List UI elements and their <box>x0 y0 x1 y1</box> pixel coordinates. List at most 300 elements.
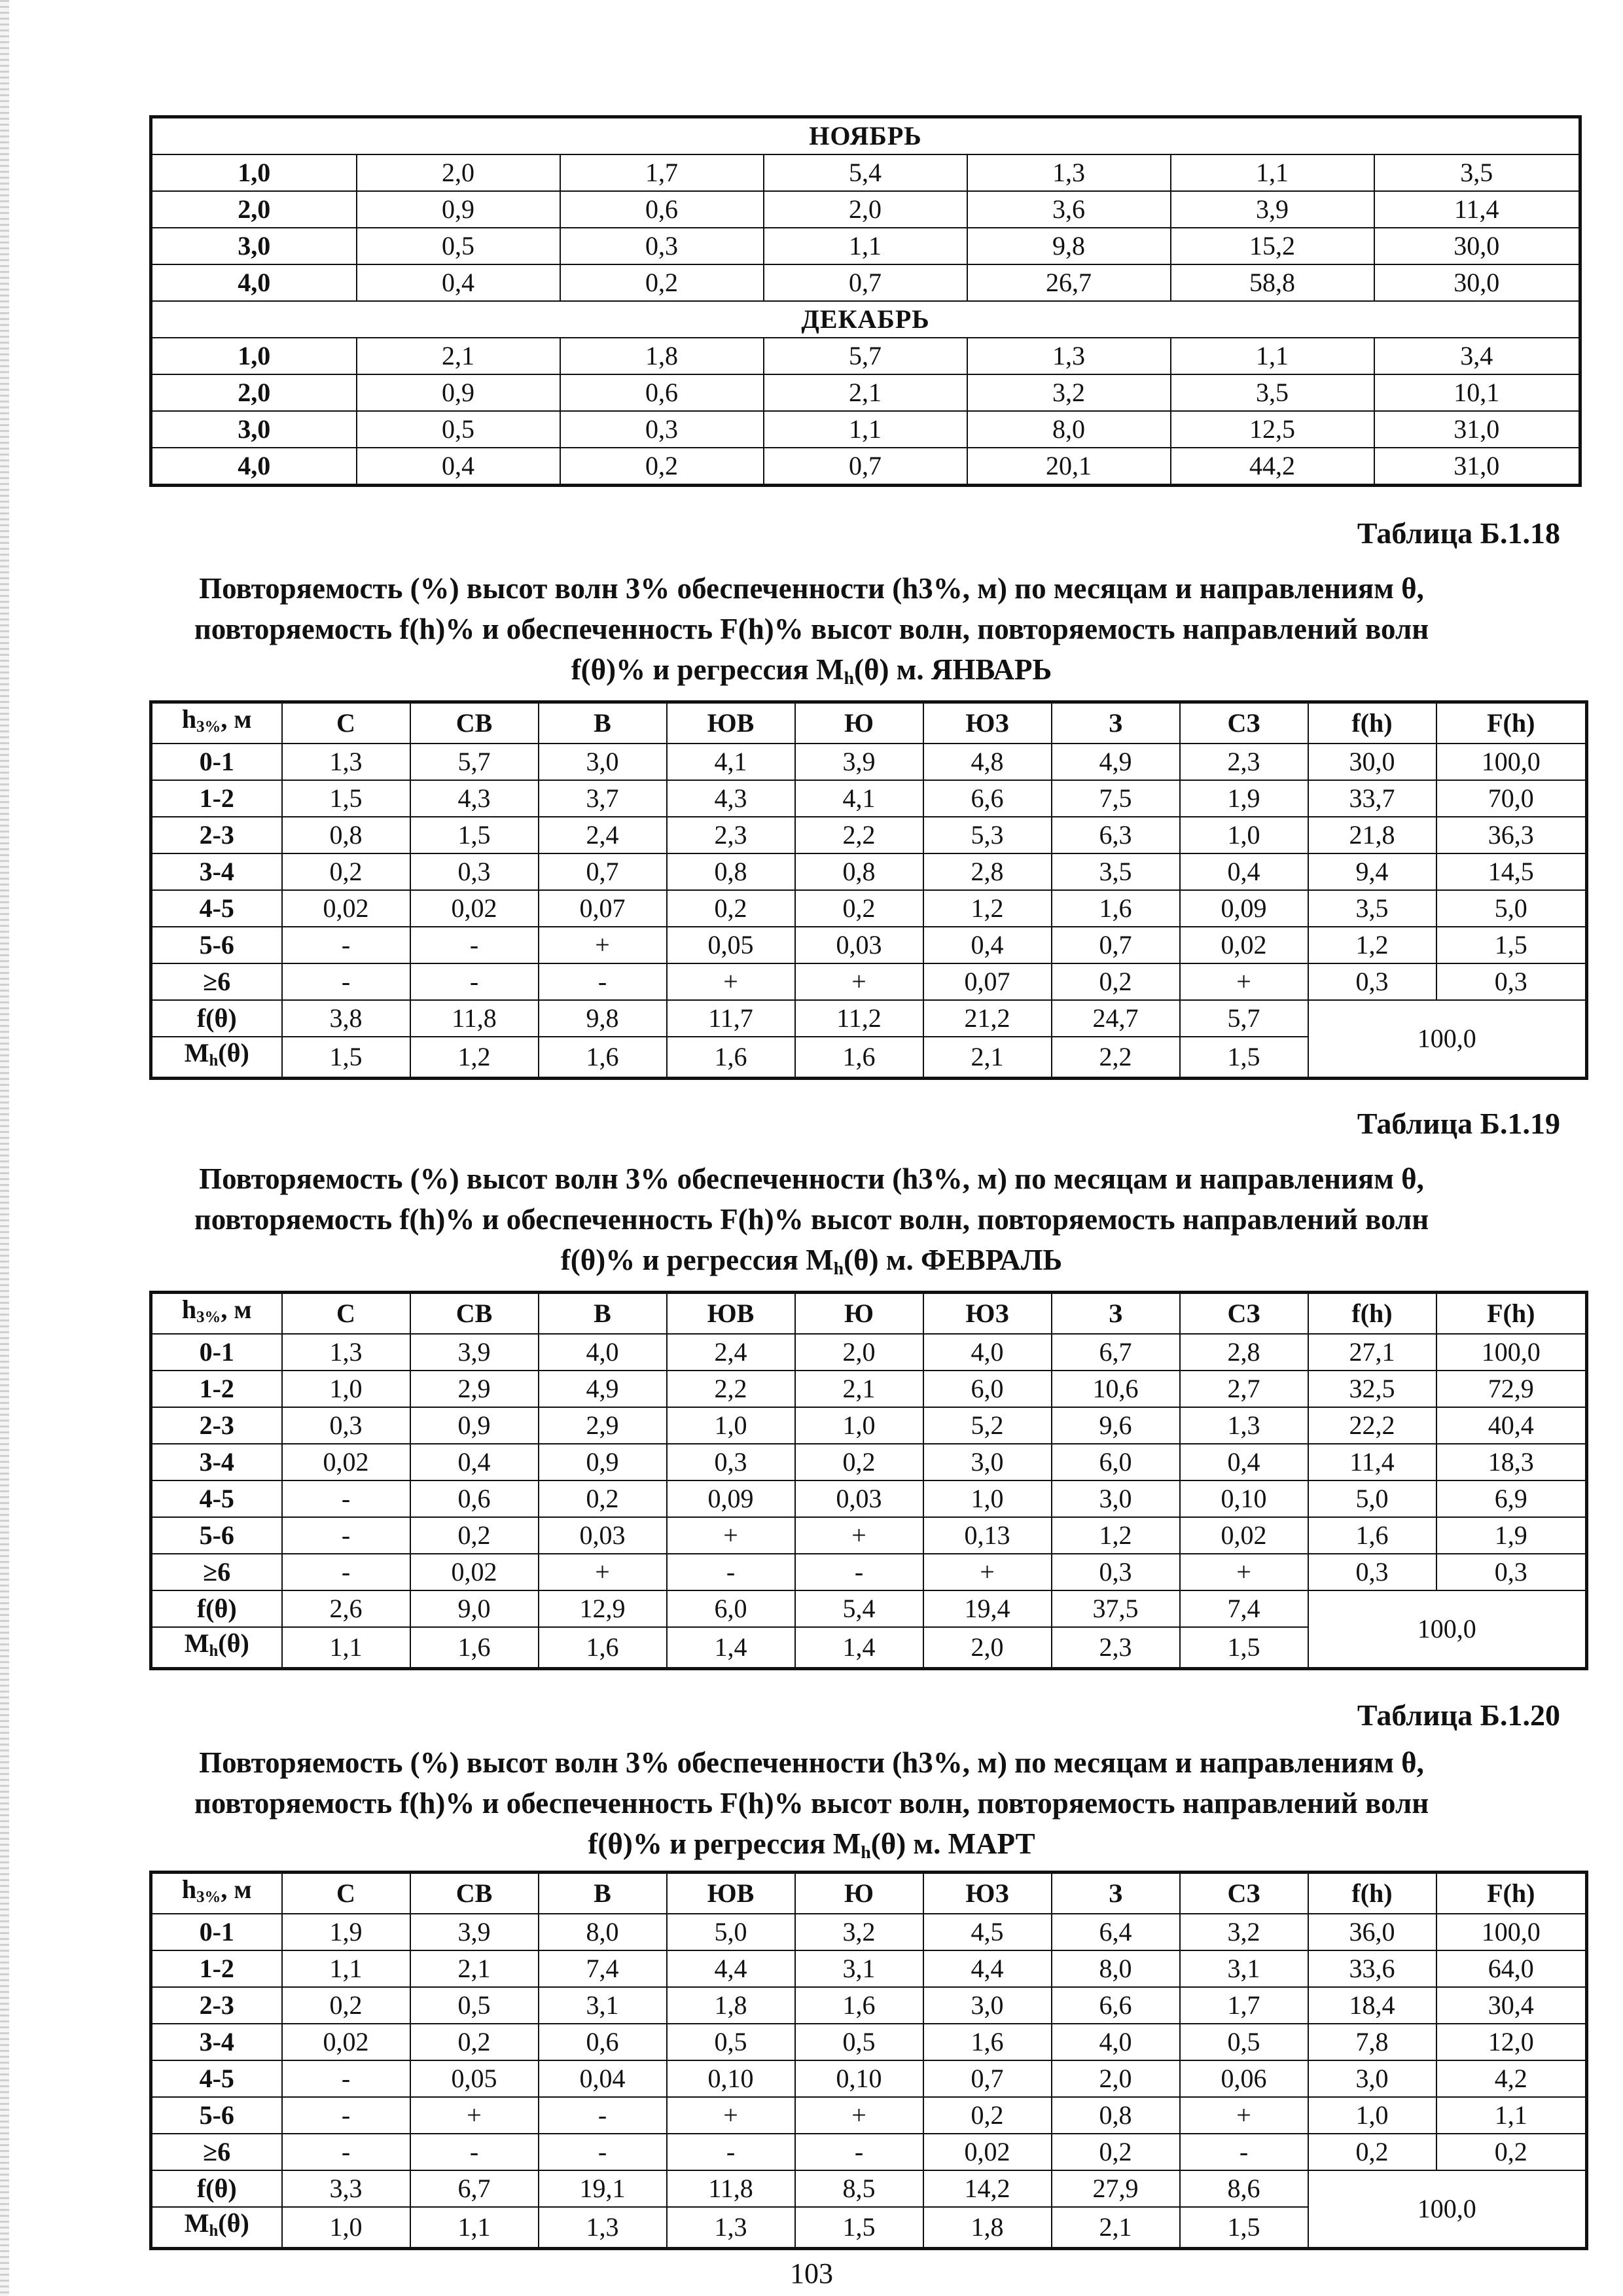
cell: 58,8 <box>1171 264 1374 301</box>
column-header: С <box>282 1293 410 1335</box>
table-row <box>151 890 1587 927</box>
cell: 0,05 <box>410 2060 539 2097</box>
cell: 2,0 <box>795 1334 923 1371</box>
cell: - <box>410 927 539 963</box>
cell: 0,03 <box>795 1480 923 1517</box>
cell: 12,0 <box>1436 2024 1587 2060</box>
cell: 3,9 <box>410 1914 539 1950</box>
cell: - <box>539 963 667 1000</box>
cell: 4,4 <box>923 1950 1052 1987</box>
cell: 8,0 <box>1052 1950 1180 1987</box>
cell: 3,3 <box>282 2170 410 2207</box>
cell: 4,5 <box>923 1914 1052 1950</box>
cell: 2,1 <box>410 1950 539 1987</box>
cell: 0,3 <box>1308 963 1436 1000</box>
cell: 2,7 <box>1180 1371 1308 1407</box>
column-header: СЗ <box>1180 1293 1308 1335</box>
cell: 10,1 <box>1374 374 1580 411</box>
total-cell: 100,0 <box>1308 1590 1587 1669</box>
row-label: 5-6 <box>151 2097 282 2134</box>
cell: 0,05 <box>667 927 795 963</box>
cell: 4,0 <box>539 1334 667 1371</box>
column-header: В <box>539 1873 667 1914</box>
cell: 2,8 <box>1180 1334 1308 1371</box>
cell: 9,4 <box>1308 853 1436 890</box>
cell: 0,3 <box>282 1407 410 1444</box>
table-row <box>151 374 1580 411</box>
header-h3: $h_{3\%}$, м <box>151 702 282 744</box>
cell: 3,1 <box>539 1987 667 2024</box>
cell: 100,0 <box>1436 744 1587 780</box>
cell: - <box>282 927 410 963</box>
cell: 0,4 <box>357 264 560 301</box>
cell: + <box>923 1554 1052 1590</box>
month-heading: НОЯБРЬ <box>151 117 1580 155</box>
column-header: СВ <box>410 702 539 744</box>
column-header: f(h) <box>1308 1873 1436 1914</box>
cell: 36,0 <box>1308 1914 1436 1950</box>
cell: 0,02 <box>410 1554 539 1590</box>
cell: - <box>667 2134 795 2170</box>
column-header: СЗ <box>1180 702 1308 744</box>
table-row <box>151 2060 1587 2097</box>
table-row <box>151 927 1587 963</box>
cell: - <box>282 963 410 1000</box>
table-row <box>151 963 1587 1000</box>
cell: 18,3 <box>1436 1444 1587 1480</box>
row-label: 1,0 <box>151 154 357 191</box>
table-row <box>151 1987 1587 2024</box>
cell: 11,2 <box>795 1000 923 1037</box>
table-caption-line2: повторяемость f(h)% и обеспеченность F(h)% высот волн, повторяемость направлений волн <box>194 1203 1429 1236</box>
cell: - <box>795 1554 923 1590</box>
cell: 0,6 <box>560 191 764 228</box>
cell: 0,4 <box>410 1444 539 1480</box>
cell: 1,6 <box>667 1037 795 1079</box>
cell: 3,9 <box>795 744 923 780</box>
column-header: ЮВ <box>667 702 795 744</box>
row-label: 0-1 <box>151 1914 282 1950</box>
table-row <box>151 2024 1587 2060</box>
cell: 33,7 <box>1308 780 1436 817</box>
cell: 0,07 <box>539 890 667 927</box>
cell: + <box>410 2097 539 2134</box>
cell: 0,02 <box>410 890 539 927</box>
cell: 2,1 <box>357 338 560 374</box>
cell: 8,6 <box>1180 2170 1308 2207</box>
cell: 0,6 <box>539 2024 667 2060</box>
cell: 3,5 <box>1052 853 1180 890</box>
table-row <box>151 817 1587 853</box>
row-label: 5-6 <box>151 927 282 963</box>
cell: 3,8 <box>282 1000 410 1037</box>
cell: 3,1 <box>1180 1950 1308 1987</box>
table-row <box>151 448 1580 486</box>
cell: - <box>282 2134 410 2170</box>
cell: 0,13 <box>923 1517 1052 1554</box>
column-header: f(h) <box>1308 1293 1436 1335</box>
cell: 4,3 <box>410 780 539 817</box>
cell: 6,7 <box>410 2170 539 2207</box>
cell: 4,9 <box>1052 744 1180 780</box>
table-row <box>151 1371 1587 1407</box>
table-row <box>151 154 1580 191</box>
row-label: 1-2 <box>151 1950 282 1987</box>
row-label: 0-1 <box>151 1334 282 1371</box>
cell: 2,0 <box>357 154 560 191</box>
column-header: F(h) <box>1436 1293 1587 1335</box>
table-label: Таблица Б.1.20 <box>1357 1698 1560 1732</box>
cell: 37,5 <box>1052 1590 1180 1627</box>
cell: 5,7 <box>1180 1000 1308 1037</box>
cell: 22,2 <box>1308 1407 1436 1444</box>
cell: 0,2 <box>667 890 795 927</box>
cell: 0,2 <box>410 2024 539 2060</box>
cell: 1,0 <box>282 1371 410 1407</box>
cell: 1,6 <box>539 1627 667 1669</box>
cell: 0,2 <box>282 853 410 890</box>
cell: 0,7 <box>764 448 967 486</box>
row-label: 1-2 <box>151 1371 282 1407</box>
table-caption-line3: f(θ)% и регрессия $M_h(\theta)$ м. ФЕВРАЛЬ <box>560 1244 1063 1279</box>
column-header: F(h) <box>1436 702 1587 744</box>
row-label: ≥6 <box>151 2134 282 2170</box>
row-label: ≥6 <box>151 1554 282 1590</box>
cell: 0,3 <box>1436 963 1587 1000</box>
cell: 3,2 <box>1180 1914 1308 1950</box>
cell: + <box>795 1517 923 1554</box>
row-label: 3,0 <box>151 411 357 448</box>
cell: 2,2 <box>667 1371 795 1407</box>
cell: 19,4 <box>923 1590 1052 1627</box>
column-header: Ю <box>795 1293 923 1335</box>
cell: 6,4 <box>1052 1914 1180 1950</box>
cell: 0,4 <box>1180 853 1308 890</box>
cell: 0,2 <box>795 1444 923 1480</box>
cell: 1,1 <box>282 1950 410 1987</box>
cell: 2,9 <box>410 1371 539 1407</box>
cell: 1,6 <box>795 1037 923 1079</box>
row-label: ≥6 <box>151 963 282 1000</box>
cell: - <box>282 1517 410 1554</box>
header-row <box>151 1293 1587 1335</box>
cell: + <box>1180 2097 1308 2134</box>
cell: 5,7 <box>764 338 967 374</box>
page-number: 103 <box>790 2257 833 2289</box>
cell: 1,5 <box>1436 927 1587 963</box>
column-header: ЮЗ <box>923 1873 1052 1914</box>
cell: 1,6 <box>923 2024 1052 2060</box>
row-label: 1,0 <box>151 338 357 374</box>
cell: 1,0 <box>667 1407 795 1444</box>
cell: 2,1 <box>1052 2207 1180 2249</box>
cell: + <box>667 2097 795 2134</box>
row-label: 3,0 <box>151 228 357 264</box>
table-caption-line1: Повторяемость (%) высот волн 3% обеспеченности (h3%, м) по месяцам и направлениям θ, <box>199 1162 1424 1195</box>
row-label: 4,0 <box>151 448 357 486</box>
cell: + <box>539 927 667 963</box>
table-label: Таблица Б.1.18 <box>1357 516 1560 550</box>
cell: 1,5 <box>1180 1037 1308 1079</box>
cell: 0,3 <box>1436 1554 1587 1590</box>
cell: 2,1 <box>764 374 967 411</box>
cell: 1,1 <box>1171 338 1374 374</box>
row-label: 2-3 <box>151 817 282 853</box>
cell: 0,3 <box>560 228 764 264</box>
cell: 30,0 <box>1374 264 1580 301</box>
cell: - <box>410 2134 539 2170</box>
cell: + <box>539 1554 667 1590</box>
cell: 11,8 <box>667 2170 795 2207</box>
cell: 8,5 <box>795 2170 923 2207</box>
cell: 11,4 <box>1374 191 1580 228</box>
cell: 72,9 <box>1436 1371 1587 1407</box>
cell: 0,2 <box>1052 2134 1180 2170</box>
cell: 0,6 <box>560 374 764 411</box>
cell: 0,9 <box>539 1444 667 1480</box>
cell: 0,7 <box>1052 927 1180 963</box>
cell: 1,8 <box>923 2207 1052 2249</box>
cell: 0,5 <box>1180 2024 1308 2060</box>
cell: + <box>667 963 795 1000</box>
cell: 2,1 <box>923 1037 1052 1079</box>
cell: 1,0 <box>282 2207 410 2249</box>
cell: 1,6 <box>410 1627 539 1669</box>
cell: 3,7 <box>539 780 667 817</box>
cell: 0,2 <box>560 264 764 301</box>
f-theta-row <box>151 1590 1587 1627</box>
table-row <box>151 411 1580 448</box>
cell: 15,2 <box>1171 228 1374 264</box>
cell: 27,1 <box>1308 1334 1436 1371</box>
cell: 3,0 <box>923 1444 1052 1480</box>
month-heading: ДЕКАБРЬ <box>151 301 1580 338</box>
header-h3: $h_{3\%}$, м <box>151 1873 282 1914</box>
cell: 30,0 <box>1374 228 1580 264</box>
cell: 11,8 <box>410 1000 539 1037</box>
cell: 1,4 <box>667 1627 795 1669</box>
cell: 1,0 <box>1308 2097 1436 2134</box>
cell: 0,02 <box>282 890 410 927</box>
column-header: С <box>282 1873 410 1914</box>
cell: 0,6 <box>410 1480 539 1517</box>
row-label: 5-6 <box>151 1517 282 1554</box>
cell: 0,10 <box>667 2060 795 2097</box>
row-label: 2,0 <box>151 191 357 228</box>
cell: 33,6 <box>1308 1950 1436 1987</box>
cell: 1,7 <box>1180 1987 1308 2024</box>
table-row <box>151 1914 1587 1950</box>
cell: 3,0 <box>1308 2060 1436 2097</box>
cell: 2,0 <box>1052 2060 1180 2097</box>
cell: 0,4 <box>357 448 560 486</box>
cell: 4,9 <box>539 1371 667 1407</box>
cell: 1,3 <box>282 1334 410 1371</box>
total-cell: 100,0 <box>1308 1000 1587 1079</box>
cell: 0,7 <box>923 2060 1052 2097</box>
header-row <box>151 702 1587 744</box>
cell: 10,6 <box>1052 1371 1180 1407</box>
column-header: Ю <box>795 702 923 744</box>
cell: 0,2 <box>1308 2134 1436 2170</box>
cell: 5,0 <box>1308 1480 1436 1517</box>
cell: 3,9 <box>410 1334 539 1371</box>
cell: 6,7 <box>1052 1334 1180 1371</box>
cell: 0,9 <box>410 1407 539 1444</box>
cell: 0,9 <box>357 191 560 228</box>
cell: 0,8 <box>1052 2097 1180 2134</box>
cell: 1,1 <box>410 2207 539 2249</box>
table-caption-line2: повторяемость f(h)% и обеспеченность F(h)% высот волн, повторяемость направлений волн <box>194 613 1429 645</box>
table-row <box>151 780 1587 817</box>
cell: 1,3 <box>967 154 1171 191</box>
cell: 9,8 <box>967 228 1171 264</box>
cell: 5,0 <box>1436 890 1587 927</box>
cell: 2,8 <box>923 853 1052 890</box>
cell: 2,3 <box>667 817 795 853</box>
cell: 44,2 <box>1171 448 1374 486</box>
cell: 1,8 <box>560 338 764 374</box>
cell: 0,09 <box>1180 890 1308 927</box>
row-label: f(θ) <box>151 2170 282 2207</box>
cell: 1,9 <box>1180 780 1308 817</box>
row-label: 2-3 <box>151 1407 282 1444</box>
cell: 0,10 <box>1180 1480 1308 1517</box>
cell: 5,4 <box>764 154 967 191</box>
cell: 4,4 <box>667 1950 795 1987</box>
row-label: 1-2 <box>151 780 282 817</box>
wave-table-nov-dec <box>149 115 1582 487</box>
column-header: f(h) <box>1308 702 1436 744</box>
cell: + <box>1180 963 1308 1000</box>
cell: 0,5 <box>357 228 560 264</box>
cell: 0,4 <box>1180 1444 1308 1480</box>
cell: 100,0 <box>1436 1334 1587 1371</box>
cell: - <box>282 1554 410 1590</box>
cell: 1,2 <box>1052 1517 1180 1554</box>
cell: - <box>1180 2134 1308 2170</box>
cell: 4,1 <box>667 744 795 780</box>
cell: + <box>795 963 923 1000</box>
cell: 5,3 <box>923 817 1052 853</box>
cell: 1,1 <box>1171 154 1374 191</box>
cell: 0,02 <box>282 2024 410 2060</box>
row-label: 3-4 <box>151 1444 282 1480</box>
cell: 0,2 <box>539 1480 667 1517</box>
cell: - <box>282 2097 410 2134</box>
table-caption-line1: Повторяемость (%) высот волн 3% обеспеченности (h3%, м) по месяцам и направлениям θ, <box>199 572 1424 605</box>
cell: 1,1 <box>282 1627 410 1669</box>
cell: 1,3 <box>539 2207 667 2249</box>
row-label: 2-3 <box>151 1987 282 2024</box>
cell: 1,7 <box>560 154 764 191</box>
cell: 0,04 <box>539 2060 667 2097</box>
cell: - <box>795 2134 923 2170</box>
cell: 3,6 <box>967 191 1171 228</box>
cell: 1,5 <box>410 817 539 853</box>
table-caption-line1: Повторяемость (%) высот волн 3% обеспеченности (h3%, м) по месяцам и направлениям θ, <box>199 1746 1424 1779</box>
cell: 1,6 <box>1308 1517 1436 1554</box>
header-h3: $h_{3\%}$, м <box>151 1293 282 1335</box>
column-header: СВ <box>410 1293 539 1335</box>
cell: 27,9 <box>1052 2170 1180 2207</box>
cell: 8,0 <box>539 1914 667 1950</box>
row-label: f(θ) <box>151 1590 282 1627</box>
cell: 0,3 <box>410 853 539 890</box>
cell: 4,8 <box>923 744 1052 780</box>
cell: 1,0 <box>923 1480 1052 1517</box>
cell: 0,4 <box>923 927 1052 963</box>
cell: 2,3 <box>1052 1627 1180 1669</box>
cell: 0,8 <box>795 853 923 890</box>
cell: 2,9 <box>539 1407 667 1444</box>
column-header: ЮЗ <box>923 1293 1052 1335</box>
cell: + <box>667 1517 795 1554</box>
column-header: С <box>282 702 410 744</box>
table-caption-line3: f(θ)% и регрессия $M_h(\theta)$ м. МАРТ <box>588 1827 1035 1863</box>
cell: 1,2 <box>410 1037 539 1079</box>
cell: 5,4 <box>795 1590 923 1627</box>
row-label: 4-5 <box>151 890 282 927</box>
cell: 1,3 <box>667 2207 795 2249</box>
table-row <box>151 1480 1587 1517</box>
cell: 0,02 <box>282 1444 410 1480</box>
cell: 3,4 <box>1374 338 1580 374</box>
cell: 7,8 <box>1308 2024 1436 2060</box>
table-row <box>151 1444 1587 1480</box>
cell: 11,4 <box>1308 1444 1436 1480</box>
cell: 1,5 <box>1180 2207 1308 2249</box>
cell: 9,8 <box>539 1000 667 1037</box>
cell: 5,7 <box>410 744 539 780</box>
row-label: $M_h(\theta)$ <box>151 1627 282 1669</box>
cell: 14,2 <box>923 2170 1052 2207</box>
cell: 6,0 <box>1052 1444 1180 1480</box>
column-header: СЗ <box>1180 1873 1308 1914</box>
cell: 2,3 <box>1180 744 1308 780</box>
wave-table-january <box>149 700 1588 1080</box>
table-row <box>151 1407 1587 1444</box>
f-theta-row <box>151 2170 1587 2207</box>
table-row <box>151 2097 1587 2134</box>
cell: 1,4 <box>795 1627 923 1669</box>
cell: 1,2 <box>923 890 1052 927</box>
cell: 40,4 <box>1436 1407 1587 1444</box>
cell: + <box>1180 1554 1308 1590</box>
cell: 0,3 <box>667 1444 795 1480</box>
column-header: F(h) <box>1436 1873 1587 1914</box>
cell: 0,06 <box>1180 2060 1308 2097</box>
cell: 0,03 <box>795 927 923 963</box>
scan-edge <box>0 0 9 2296</box>
wave-table-february <box>149 1291 1588 1670</box>
cell: 0,3 <box>560 411 764 448</box>
cell: 2,2 <box>1052 1037 1180 1079</box>
cell: 3,0 <box>1052 1480 1180 1517</box>
cell: 0,02 <box>1180 927 1308 963</box>
cell: 1,1 <box>764 228 967 264</box>
cell: 0,2 <box>923 2097 1052 2134</box>
cell: 1,6 <box>539 1037 667 1079</box>
cell: 3,9 <box>1171 191 1374 228</box>
column-header: В <box>539 1293 667 1335</box>
cell: 0,5 <box>410 1987 539 2024</box>
cell: 6,0 <box>667 1590 795 1627</box>
column-header: СВ <box>410 1873 539 1914</box>
cell: 1,3 <box>1180 1407 1308 1444</box>
cell: 2,2 <box>795 817 923 853</box>
cell: - <box>282 1480 410 1517</box>
